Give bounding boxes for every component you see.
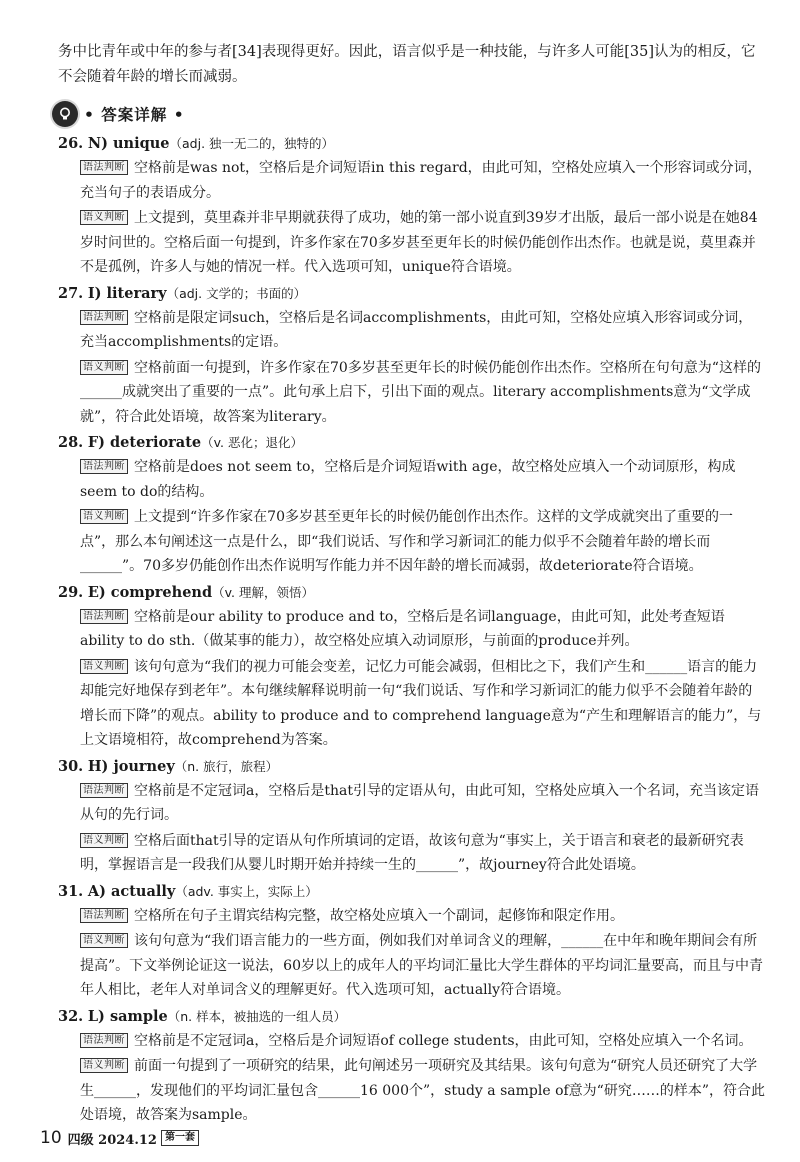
answer-heading <box>58 1005 766 1029</box>
semantic-text: 该句句意为“我们语言能力的一些方面，例如我们对单词含义的理解，______在中年和晚年期间会有所提高”。下文举例论证这一说法，60岁以上的成年人的平均词汇量比大学生群体的平均词汇量要高，而且与中青年人相比，老年人对单词含义的理解更好。代入选项可知，actually符合语境。 <box>80 933 763 998</box>
grammar-explanation <box>58 455 766 504</box>
semantic-explanation <box>58 206 766 280</box>
intro-paragraph: 务中比青年或中年的参与者[34]表现得更好。因此，语言似乎是一种技能，与许多人可能[35]认为的相反，它不会随着年龄的增长而减弱。 <box>58 44 756 85</box>
semantic-text: 上文提到，莫里森并非早期就获得了成功，她的第一部小说直到39岁才出版，最后一部小说是在她84岁时问世的。空格后面一句提到，许多作家在70多岁甚至更年长的时候仍能创作出杰作。也就是说，莫里森并不是孤例，许多人与她的情况一样。代入选项可知，unique符合语境。 <box>80 210 758 275</box>
semantic-tag: 语义判断 <box>80 933 128 948</box>
semantic-explanation <box>58 1054 766 1128</box>
semantic-text: 空格前面一句提到，许多作家在70多岁甚至更年长的时候仍能创作出杰作。空格所在句句意为“这样的______成就突出了重要的一点”。此句承上启下，引出下面的观点。literary accomplishments意为“文学成就”，符合此处语境，故答案为literary。 <box>80 359 761 425</box>
answer-heading <box>58 581 766 605</box>
semantic-tag: 语义判断 <box>80 1058 128 1073</box>
grammar-explanation <box>58 1029 766 1054</box>
answer-gloss: （n. 旅行，旅程） <box>174 758 279 774</box>
set-badge: 第一套 <box>161 1130 199 1146</box>
answer-heading <box>58 755 766 779</box>
item-number: 32. <box>58 1007 84 1025</box>
answer-gloss: （adj. 独一无二的，独特的） <box>169 136 335 151</box>
semantic-explanation <box>58 356 766 430</box>
grammar-text: 空格前是was not，空格后是介词短语in this regard，由此可知，空格处应填入一个形容词或分词，充当句子的表语成分。 <box>80 160 762 201</box>
grammar-explanation <box>58 156 766 205</box>
semantic-explanation <box>58 829 766 878</box>
item-number: 31. <box>58 882 84 900</box>
answer-word: E) comprehend <box>87 583 213 601</box>
semantic-tag: 语义判断 <box>80 210 128 225</box>
answer-heading <box>58 282 766 306</box>
section-title: • 答案详解 • <box>84 106 185 124</box>
grammar-explanation <box>58 605 766 654</box>
item-number: 27. <box>58 284 84 302</box>
item-number: 30. <box>58 757 84 775</box>
semantic-tag: 语义判断 <box>80 659 128 674</box>
item-number: 29. <box>58 583 84 601</box>
answer-item <box>58 431 766 579</box>
semantic-tag: 语义判断 <box>80 833 128 848</box>
grammar-tag: 语法判断 <box>80 908 128 923</box>
grammar-explanation <box>58 306 766 355</box>
exam-level: 四级 2024.12 <box>67 1132 157 1148</box>
answer-gloss: （n. 样本，被抽选的一组人员） <box>167 1008 347 1024</box>
grammar-tag: 语法判断 <box>80 783 128 798</box>
answer-word: H) journey <box>87 757 175 775</box>
semantic-text: 前面一句提到了一项研究的结果，此句阐述另一项研究及其结果。该句句意为“研究人员还研究了大学生______，发现他们的平均词汇量包含______16 000个”，study a sample of意为“研究……的样本”，符合此处语境，故答案为sample。 <box>80 1058 765 1123</box>
answer-heading <box>58 880 766 904</box>
semantic-explanation <box>58 505 766 579</box>
answer-word: A) actually <box>87 882 176 900</box>
answer-heading <box>58 431 766 455</box>
grammar-tag: 语法判断 <box>80 310 128 325</box>
semantic-tag: 语义判断 <box>80 509 128 524</box>
answer-gloss: （v. 恶化；退化） <box>201 435 303 450</box>
answer-word: N) unique <box>87 135 170 152</box>
grammar-text: 空格前是does not seem to，空格后是介词短语with age，故空格处应填入一个动词原形，构成seem to do的结构。 <box>80 459 736 500</box>
grammar-tag: 语法判断 <box>80 609 128 624</box>
answer-item <box>58 132 766 280</box>
answer-section-header <box>52 98 766 130</box>
answer-item <box>58 1005 766 1128</box>
grammar-tag: 语法判断 <box>80 160 128 175</box>
semantic-explanation <box>58 655 766 753</box>
answer-heading <box>58 132 766 156</box>
answer-item <box>58 581 766 753</box>
grammar-tag: 语法判断 <box>80 459 128 474</box>
answer-word: F) deteriorate <box>87 434 202 451</box>
item-number: 26. <box>58 135 84 152</box>
page-footer <box>40 1128 199 1148</box>
answer-item <box>58 755 766 878</box>
grammar-tag: 语法判断 <box>80 1033 128 1048</box>
answer-word: I) literary <box>87 284 167 302</box>
semantic-text: 该句句意为“我们的视力可能会变差，记忆力可能会减弱，但相比之下，我们产生和______语言的能力却能完好地保存到老年”。本句继续解释说明前一句“我们说话、写作和学习新词汇的能力似乎不会随着年龄的增长而下降”的观点。ability to produce and to comprehend language意为“产生和理解语言的能力”，与上文语境相符，故comprehend为答案。 <box>80 658 762 748</box>
answer-item <box>58 880 766 1003</box>
semantic-text: 上文提到“许多作家在70多岁甚至更年长的时候仍能创作出杰作。这样的文学成就突出了重要的一点”，那么本句阐述这一点是什么，即“我们说话、写作和学习新词汇的能力似乎不会随着年龄的增长而______”。70多岁仍能创作出杰作说明写作能力并不因年龄的增长而减弱，故deteriorate符合语境。 <box>80 509 733 574</box>
lightbulb-icon <box>52 101 78 127</box>
page-content <box>58 40 766 1129</box>
grammar-text: 空格前是不定冠词a，空格后是介词短语of college students，由此可知，空格处应填入一个名词。 <box>134 1032 753 1049</box>
grammar-text: 空格所在句子主谓宾结构完整，故空格处应填入一个副词，起修饰和限定作用。 <box>134 907 624 924</box>
semantic-explanation <box>58 929 766 1003</box>
answer-gloss: （v. 理解，领悟） <box>212 584 314 600</box>
semantic-tag: 语义判断 <box>80 360 128 375</box>
page-number: 10 <box>40 1128 62 1148</box>
answer-gloss: （adj. 文学的；书面的） <box>166 285 307 301</box>
grammar-text: 空格前是our ability to produce and to，空格后是名词language，由此可知，此处考查短语ability to do sth.（做某事的能力），故空格处应填入动词原形，与前面的produce并列。 <box>80 608 725 649</box>
grammar-explanation <box>58 904 766 929</box>
answer-list <box>58 132 766 1128</box>
grammar-explanation <box>58 779 766 828</box>
grammar-text: 空格前是不定冠词a，空格后是that引导的定语从句，由此可知，空格处应填入一个名词，充当该定语从句的先行词。 <box>80 782 759 823</box>
item-number: 28. <box>58 434 84 451</box>
answer-gloss: （adv. 事实上，实际上） <box>175 883 318 899</box>
grammar-text: 空格前是限定词such，空格后是名词accomplishments，由此可知，空格处应填入形容词或分词，充当accomplishments的定语。 <box>80 309 753 350</box>
answer-item <box>58 282 766 430</box>
answer-word: L) sample <box>87 1007 168 1025</box>
semantic-text: 空格后面that引导的定语从句作所填词的定语，故该句意为“事实上，关于语言和衰老的最新研究表明，掌握语言是一段我们从婴儿时期开始并持续一生的______”，故journey符合此处语境。 <box>80 832 744 873</box>
